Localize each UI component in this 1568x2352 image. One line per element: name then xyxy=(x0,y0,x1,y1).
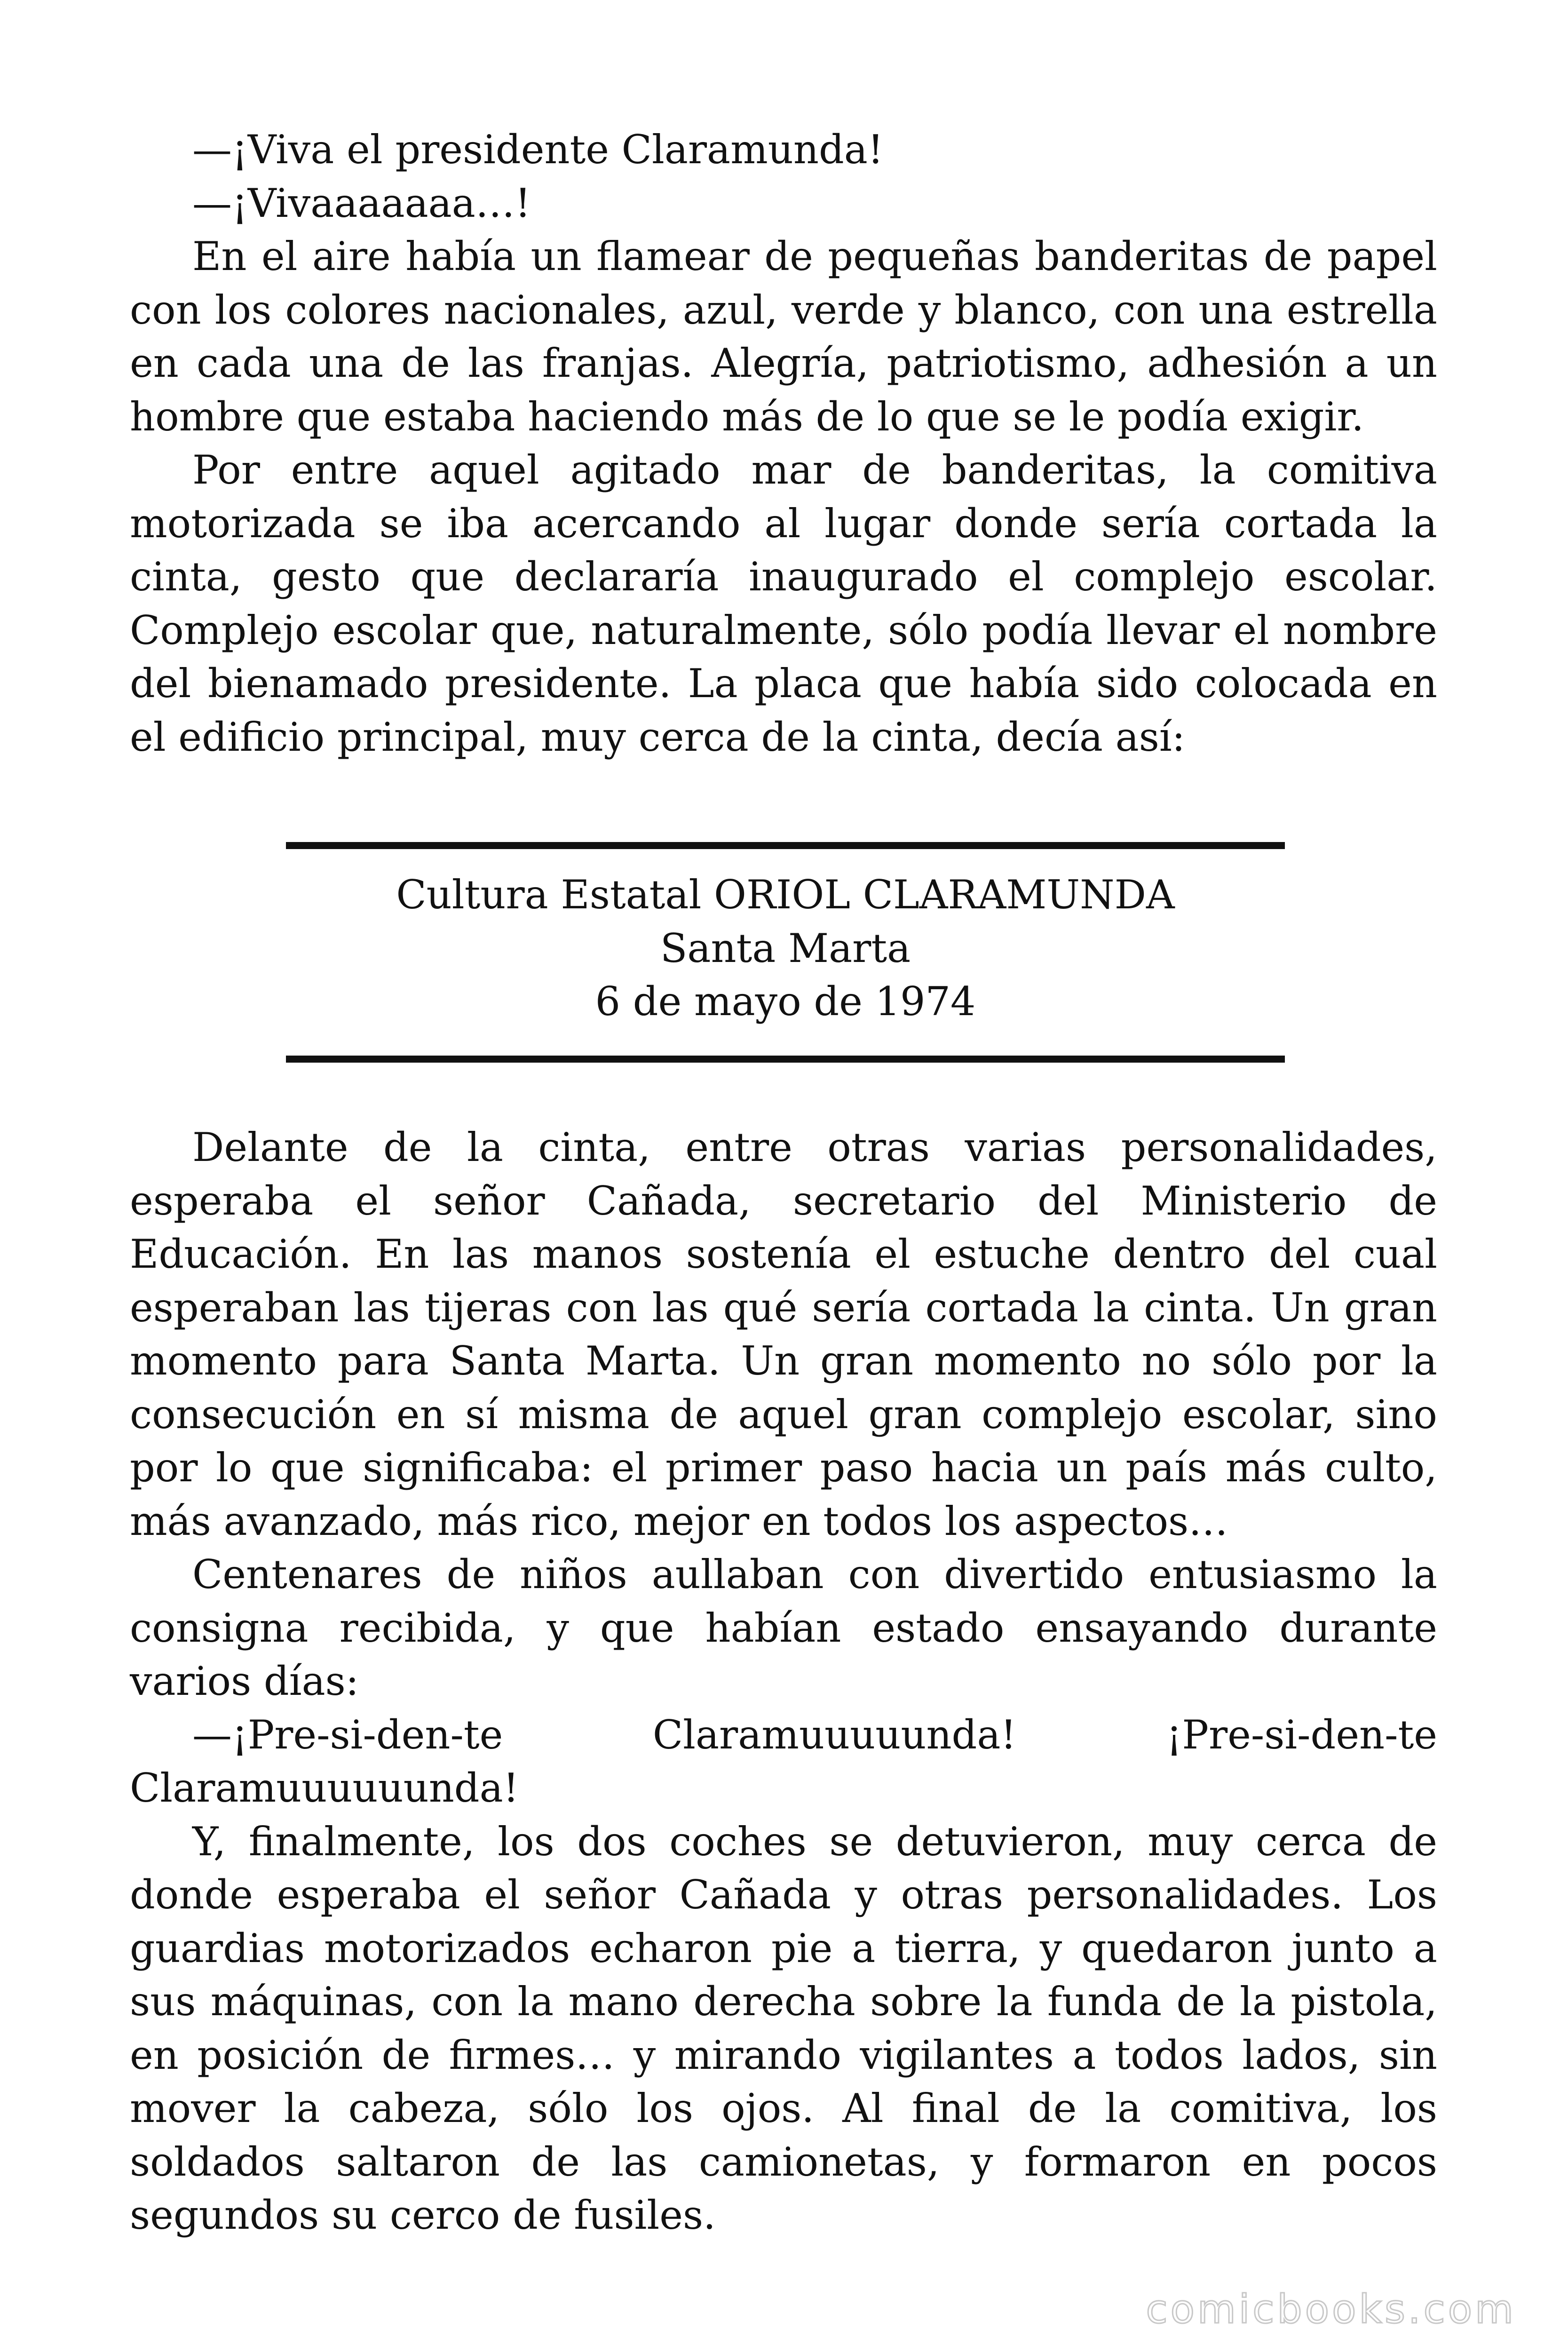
watermark: comicbooks.com xyxy=(1146,2286,1516,2332)
paragraph: Por entre aquel agitado mar de banderitas, la comitiva motorizada se iba acercando al lugar donde sería cortada la cinta, gesto que declararía inaugurado el complejo escolar. Complejo escolar que, naturalmente, sólo podía llevar el nombre del bienamado presidente. La placa que había sido colocada en el edificio principal, muy cerca de la cinta, decía así: xyxy=(130,447,1437,760)
plaque-rule-top xyxy=(286,842,1285,849)
text-block-bottom xyxy=(130,1121,1437,2242)
paragraph: —¡Pre-si-den-te Claramuuuuunda! ¡Pre-si-den-te Claramuuuuuunda! xyxy=(130,1711,1437,1811)
paragraph: —¡Viva el presidente Claramunda! xyxy=(192,127,884,173)
paragraph: En el aire había un flamear de pequeñas banderitas de papel con los colores nacionales, azul, verde y blanco, con una estrella en cada una de las franjas. Alegría, patriotismo, adhesión a un hombre que estaba haciendo más de lo que se le podía exigir. xyxy=(130,233,1437,440)
plaque-line-place: Santa Marta xyxy=(660,925,911,971)
plaque-inscription xyxy=(286,842,1285,1063)
paragraph: —¡Vivaaaaaaa…! xyxy=(192,180,531,226)
plaque-line-name: Cultura Estatal ORIOL CLARAMUNDA xyxy=(396,872,1175,918)
plaque-line-date: 6 de mayo de 1974 xyxy=(595,978,976,1025)
paragraph: Delante de la cinta, entre otras varias personalidades, esperaba el señor Cañada, secretario del Ministerio de Educación. En las manos sostenía el estuche dentro del cual esperaban las tijeras con las qué sería cortada la cinta. Un gran momento para Santa Marta. Un gran momento no sólo por la consecución en sí misma de aquel gran complejo escolar, sino por lo que significaba: el primer paso hacia un país más culto, más avanzado, más rico, mejor en todos los aspectos… xyxy=(130,1124,1437,1544)
text-block-top xyxy=(130,123,1437,764)
paragraph: Centenares de niños aullaban con divertido entusiasmo la consigna recibida, y que habían estado ensayando durante varios días: xyxy=(130,1551,1437,1704)
plaque-rule-bottom xyxy=(286,1056,1285,1063)
paragraph: Y, finalmente, los dos coches se detuvieron, muy cerca de donde esperaba el señor Cañada y otras personalidades. Los guardias motorizados echaron pie a tierra, y quedaron junto a sus máquinas, con la mano derecha sobre la funda de la pistola, en posición de firmes… y mirando vigilantes a todos lados, sin mover la cabeza, sólo los ojos. Al final de la comitiva, los soldados saltaron de las camionetas, y formaron en pocos segundos su cerco de fusiles. xyxy=(130,1818,1437,2238)
